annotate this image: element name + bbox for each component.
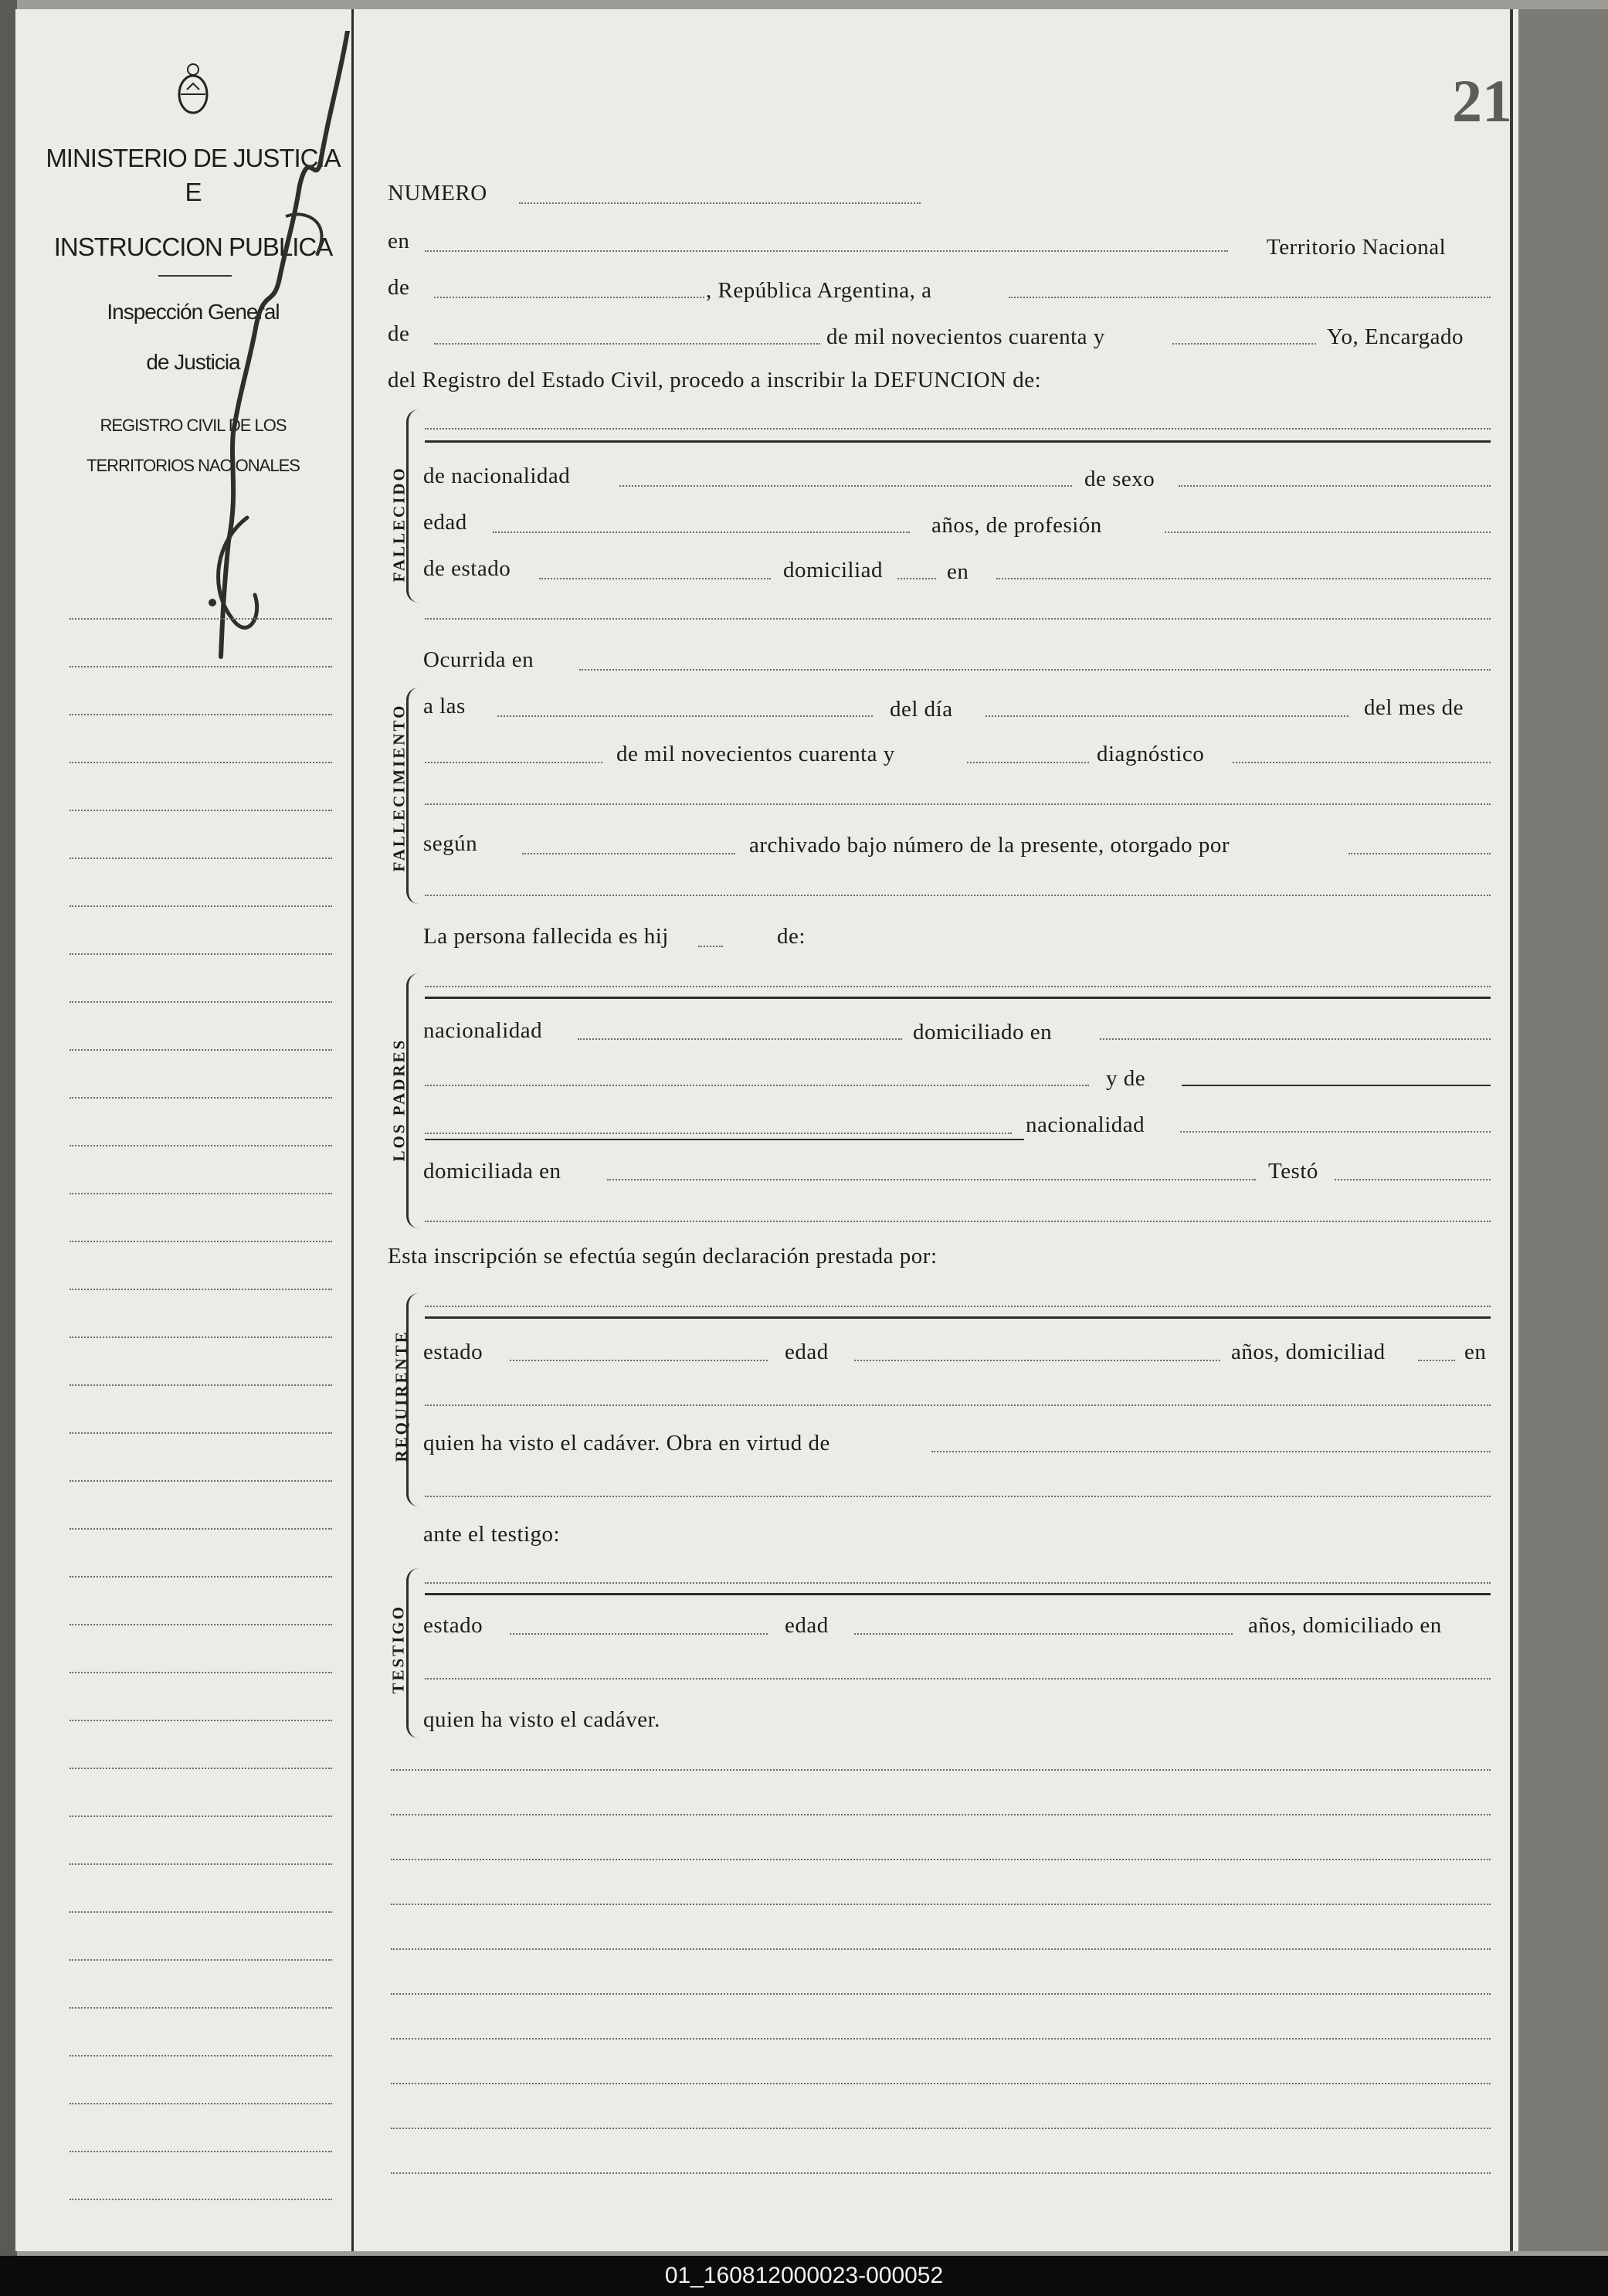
field-profesion[interactable] bbox=[1165, 532, 1491, 533]
label-domiciliado-en: domiciliado en bbox=[913, 1020, 1053, 1044]
registry-line-2: TERRITORIOS NACIONALES bbox=[87, 456, 300, 475]
field-dia[interactable] bbox=[985, 715, 1348, 717]
label-del-dia: del día bbox=[890, 697, 953, 722]
side-label-requirente: REQUIRENTE bbox=[392, 1330, 411, 1462]
field-domicilio-testigo[interactable] bbox=[425, 1678, 1491, 1680]
footer-bar bbox=[0, 2256, 1608, 2296]
label-de-mil-novecientos: de mil novecientos cuarenta y bbox=[616, 742, 895, 766]
label-persona-fallecida: La persona fallecida es hij bbox=[423, 924, 669, 949]
label-de-2: de bbox=[388, 321, 410, 346]
label-edad-requirente: edad bbox=[785, 1340, 829, 1364]
field-madre-cont[interactable] bbox=[425, 1133, 1012, 1134]
field-estado-requirente[interactable] bbox=[510, 1360, 768, 1361]
field-nacionalidad-padre[interactable] bbox=[578, 1038, 902, 1040]
label-segun: según bbox=[423, 831, 478, 856]
label-anos-domiciliado-en: años, domiciliado en bbox=[1248, 1613, 1442, 1638]
field-madre[interactable] bbox=[1182, 1085, 1491, 1086]
section-rule-4 bbox=[425, 1316, 1491, 1319]
field-nombre-fallecido[interactable] bbox=[425, 428, 1491, 430]
label-de-1: de bbox=[388, 275, 410, 300]
label-nacionalidad-madre: nacionalidad bbox=[1026, 1112, 1145, 1137]
adjacent-book-edge-right bbox=[1518, 9, 1608, 2251]
label-mil-novecientos: de mil novecientos cuarenta y bbox=[826, 324, 1105, 349]
label-quien-ha-visto-2: quien ha visto el cadáver. bbox=[423, 1707, 660, 1732]
field-domicilio[interactable] bbox=[996, 578, 1491, 579]
ministry-line-3: INSTRUCCION PUBLICA bbox=[53, 233, 333, 261]
label-testo: Testó bbox=[1268, 1159, 1318, 1184]
field-en[interactable] bbox=[425, 250, 1228, 252]
page-right-border bbox=[1510, 9, 1513, 2251]
label-anos-profesion: años, de profesión bbox=[931, 513, 1102, 538]
field-testigo[interactable] bbox=[425, 1582, 1491, 1584]
label-persona-de: de: bbox=[777, 924, 806, 949]
stub-ruled-lines bbox=[70, 618, 332, 2225]
field-diagnostico[interactable] bbox=[1233, 762, 1491, 763]
field-domicilio-padre-cont[interactable] bbox=[425, 1085, 1089, 1086]
field-domicilio-requirente[interactable] bbox=[425, 1404, 1491, 1406]
label-esta-inscripcion: Esta inscripción se efectúa según declaración prestada por: bbox=[388, 1244, 938, 1269]
field-domicilio-madre[interactable] bbox=[607, 1179, 1256, 1180]
label-de-estado: de estado bbox=[423, 556, 511, 581]
field-sexo[interactable] bbox=[1179, 485, 1491, 487]
observations-lines bbox=[391, 1769, 1491, 2202]
field-nacionalidad[interactable] bbox=[619, 485, 1072, 487]
field-edad-requirente[interactable] bbox=[854, 1360, 1220, 1361]
field-requirente[interactable] bbox=[425, 1306, 1491, 1307]
section-rule-1 bbox=[425, 440, 1491, 443]
side-label-testigo: TESTIGO bbox=[388, 1604, 408, 1694]
brace-testigo bbox=[406, 1568, 421, 1738]
field-domicilio-cont[interactable] bbox=[425, 618, 1491, 620]
label-estado-testigo: estado bbox=[423, 1613, 483, 1638]
label-ante-testigo: ante el testigo: bbox=[423, 1522, 561, 1547]
inspection-line-1: Inspección General bbox=[107, 300, 280, 324]
field-numero[interactable] bbox=[519, 202, 921, 204]
label-estado-requirente: estado bbox=[423, 1340, 483, 1364]
field-edad[interactable] bbox=[493, 532, 910, 533]
side-label-fallecimiento: FALLECIMIENTO bbox=[389, 703, 409, 872]
field-testo-cont[interactable] bbox=[425, 1221, 1491, 1222]
field-de-1[interactable] bbox=[434, 297, 704, 298]
label-yo-encargado: Yo, Encargado bbox=[1327, 324, 1464, 349]
field-otorgado-por[interactable] bbox=[1348, 853, 1491, 854]
field-hora[interactable] bbox=[497, 715, 873, 717]
field-ocurrida-en[interactable] bbox=[579, 669, 1491, 671]
label-numero: NUMERO bbox=[388, 181, 487, 205]
label-a-las: a las bbox=[423, 694, 466, 718]
label-edad-testigo: edad bbox=[785, 1613, 829, 1638]
page-number: 21 bbox=[1452, 67, 1512, 134]
field-segun[interactable] bbox=[522, 853, 735, 854]
label-en: en bbox=[388, 229, 410, 253]
field-nacionalidad-madre[interactable] bbox=[1180, 1131, 1491, 1133]
label-del-mes-de: del mes de bbox=[1364, 695, 1464, 720]
ministry-line-1: MINISTERIO DE JUSTICIA bbox=[46, 144, 341, 172]
field-domicilio-padre[interactable] bbox=[1100, 1038, 1491, 1040]
footer-image-id: 01_160812000023-000052 bbox=[664, 2263, 944, 2288]
field-domiciliad-req-suffix[interactable] bbox=[1418, 1360, 1455, 1361]
field-anio[interactable] bbox=[1172, 343, 1316, 345]
field-de-2[interactable] bbox=[434, 343, 820, 345]
field-hij-suffix[interactable] bbox=[698, 946, 723, 947]
side-label-padres: LOS PADRES bbox=[389, 1038, 409, 1162]
field-edad-testigo[interactable] bbox=[854, 1633, 1233, 1635]
label-territorio-nacional: Territorio Nacional bbox=[1267, 235, 1447, 260]
label-domiciliad: domiciliad bbox=[783, 558, 884, 582]
side-label-fallecido: FALLECIDO bbox=[389, 466, 409, 582]
section-rule-5 bbox=[425, 1593, 1491, 1595]
field-mes[interactable] bbox=[425, 762, 602, 763]
field-anio-fallecimiento[interactable] bbox=[967, 762, 1089, 763]
section-rule-3 bbox=[425, 1139, 1024, 1140]
field-obra-cont[interactable] bbox=[425, 1496, 1491, 1497]
field-fecha[interactable] bbox=[1009, 297, 1491, 298]
field-diagnostico-cont[interactable] bbox=[425, 803, 1491, 805]
inspection-line-2: de Justicia bbox=[146, 350, 240, 374]
label-en-1: en bbox=[947, 559, 969, 584]
label-republica: , República Argentina, a bbox=[706, 278, 932, 303]
label-del-registro: del Registro del Estado Civil, procedo a inscribir la DEFUNCION de: bbox=[388, 368, 1042, 392]
label-de-sexo: de sexo bbox=[1084, 467, 1155, 491]
adjacent-book-edge-left bbox=[0, 0, 17, 2256]
field-otorgado-cont[interactable] bbox=[425, 895, 1491, 896]
section-rule-2 bbox=[425, 997, 1491, 999]
field-testo[interactable] bbox=[1335, 1179, 1491, 1180]
label-y-de: y de bbox=[1106, 1066, 1146, 1091]
label-de-nacionalidad: de nacionalidad bbox=[423, 464, 571, 488]
label-archivado: archivado bajo número de la presente, otorgado por bbox=[749, 833, 1230, 858]
label-domiciliada-en: domiciliada en bbox=[423, 1159, 561, 1184]
field-obra-en-virtud[interactable] bbox=[931, 1451, 1491, 1452]
label-diagnostico: diagnóstico bbox=[1097, 742, 1205, 766]
field-estado-testigo[interactable] bbox=[510, 1633, 768, 1635]
handwritten-signature bbox=[131, 31, 378, 664]
label-quien-ha-visto: quien ha visto el cadáver. Obra en virtud de bbox=[423, 1431, 830, 1455]
ministry-line-2: E bbox=[185, 178, 202, 206]
label-nacionalidad-padre: nacionalidad bbox=[423, 1018, 543, 1043]
label-ocurrida-en: Ocurrida en bbox=[423, 647, 534, 672]
label-anos-domiciliad: años, domiciliad bbox=[1231, 1340, 1386, 1364]
field-padre[interactable] bbox=[425, 986, 1491, 987]
field-estado[interactable] bbox=[539, 578, 771, 579]
field-domiciliad-suffix[interactable] bbox=[897, 578, 936, 579]
label-en-2: en bbox=[1464, 1340, 1487, 1364]
label-edad: edad bbox=[423, 510, 467, 535]
registry-line-1: REGISTRO CIVIL DE LOS bbox=[100, 416, 287, 435]
